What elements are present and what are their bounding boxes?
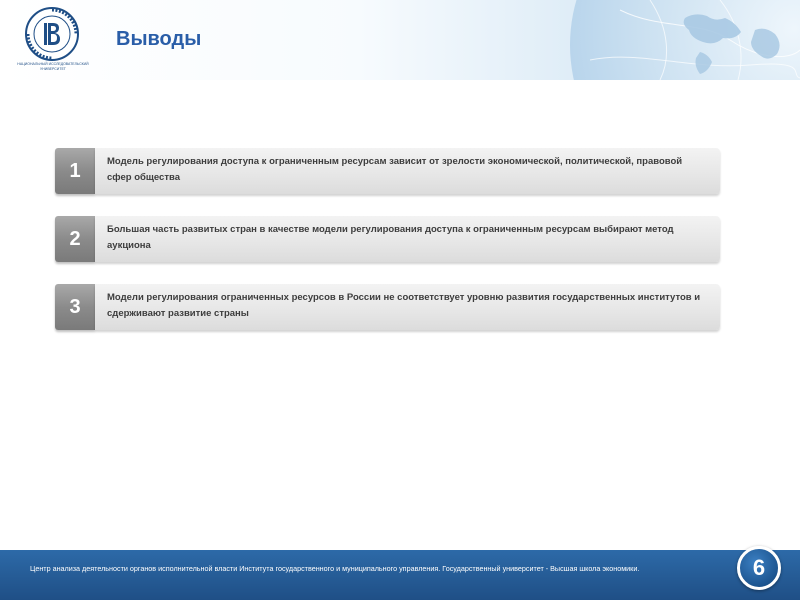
- footer-text: Центр анализа деятельности органов исполнительной власти Института государственного и муниципального управления. Государственный университет - Высшая школа экономики.: [30, 564, 640, 573]
- conclusion-item: [55, 216, 720, 262]
- university-logo: [24, 6, 80, 62]
- globe-graphic: [470, 0, 800, 80]
- slide-footer: [0, 550, 800, 600]
- conclusion-item: [55, 148, 720, 194]
- item-text: Модель регулирования доступа к ограниченным ресурсам зависит от зрелости экономической, политической, правовой сфер общества: [95, 148, 720, 194]
- logo-caption: НАЦИОНАЛЬНЫЙ ИССЛЕДОВАТЕЛЬСКИЙ УНИВЕРСИТЕТ: [17, 62, 89, 71]
- item-number: 3: [55, 284, 95, 330]
- page-number-badge: 6: [737, 546, 781, 590]
- item-text: Модели регулирования ограниченных ресурсов в России не соответствует уровню развития государственных институтов и сдерживают развитие страны: [95, 284, 720, 330]
- slide-title: Выводы: [116, 28, 202, 50]
- item-number: 2: [55, 216, 95, 262]
- conclusion-item: [55, 284, 720, 330]
- item-text: Большая часть развитых стран в качестве модели регулирования доступа к ограниченным ресурсам выбирают метод аукциона: [95, 216, 720, 262]
- item-number: 1: [55, 148, 95, 194]
- slide-header: [0, 0, 800, 80]
